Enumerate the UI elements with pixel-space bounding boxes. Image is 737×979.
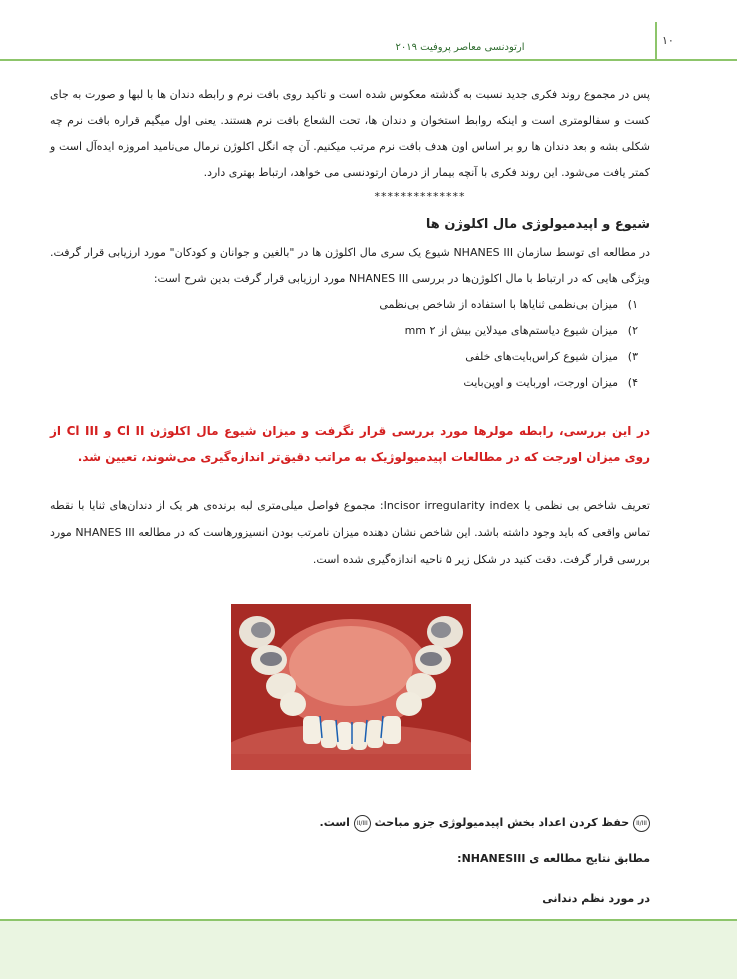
badge-icon: II/III [633, 815, 650, 832]
intro-paragraph: پس در مجموع روند فکری جدید نسبت به گذشته معکوس شده است و تاکید روی بافت نرم و رابطه دندان ها با لبها و صورت به جای کست و سفالومتری است و اینکه روابط استخوان و دندان ها، تحت الشعاع بافت نرم هستند. یعنی اول میگیم قراره بافت نرم چه شکلی بشه و بعد دندان ها رو بر اساس اون هدف بافت نرم مرتب میکنیم. آن چه انگل اکلوژن نرمال می‌نامید امروزه ایده‌آل است و کمتر یافت می‌شود. این روند فکری با آنچه بیمار از درمان ارتودنسی می خواهد، ارتباط بهتری دارد. [50, 88, 650, 179]
badge-icon: II/III [354, 815, 371, 832]
header-vertical-divider [655, 22, 657, 61]
list-item: ۱) میزان بی‌نظمی ثنایاها با استفاده از شاخص بی‌نظمی [379, 298, 638, 311]
dental-arch-photo [231, 604, 471, 770]
page-number: ۱۰ [662, 34, 674, 47]
page-header [0, 0, 737, 62]
running-title: ارتودنسی معاصر پروفیت ۲۰۱۹ [395, 42, 525, 53]
section-heading: شیوع و اپیدمیولوژی مال اکلوژن ها [425, 217, 650, 232]
page-footer [0, 919, 737, 979]
bottom-notes [50, 810, 650, 912]
memorize-note: II/III حفظ کردن اعداد بخش اپیدمیولوژی جزو مباحث II/III است. [50, 810, 650, 836]
list-item: ۴) میزان اورجت، اوربایت و اوپن‌بایت [463, 376, 638, 389]
section-divider: ************** [374, 190, 466, 203]
section-paragraph: در مطالعه ای توسط سازمان NHANES III شیوع یک سری مال اکلوژن ها در "بالغین و جوانان و کودکان" مورد ارزیابی قرار گرفت. ویژگی هایی که در ارتباط با مال اکلوژن‌ها در بررسی NHANES III مورد ارزیابی قرار گرفت بدین شرح است: [50, 246, 650, 285]
list-item: ۲) میزان شیوع دیاستم‌های میدلاین بیش از ۲ mm [404, 324, 638, 337]
main-content [50, 82, 650, 573]
definition-paragraph: تعریف شاخص بی نظمی یا Incisor irregularity index: مجموع فواصل میلی‌متری لبه برنده‌ی هر یک از دندان‌های ثنایا با نقطه تماس واقعی که باید وجود داشته باشد. این شاخص نشان دهنده میزان نامرتب بودن انسیزورهاست که در مطالعه NHANES III مورد بررسی قرار گرفت. دقت کنید در شکل زیر ۵ ناحیه اندازه‌گیری شده است. [50, 499, 650, 566]
nhanes-results-line: مطابق نتایج مطالعه ی NHANESIII: [457, 852, 650, 865]
feature-list [50, 292, 650, 396]
dental-order-line: در مورد نظم دندانی [542, 892, 650, 905]
header-divider [0, 59, 737, 61]
red-note: در این بررسی، رابطه مولرها مورد بررسی قرار نگرفت و میزان شیوع مال اکلوژن Cl II و Cl III از روی میزان اورجت که در مطالعات اپیدمیولوژیک به مراتب دقیق‌تر اندازه‌گیری می‌شوند، تعیین شد. [50, 424, 651, 464]
list-item: ۳) میزان شیوع کراس‌بایت‌های خلفی [465, 350, 638, 363]
